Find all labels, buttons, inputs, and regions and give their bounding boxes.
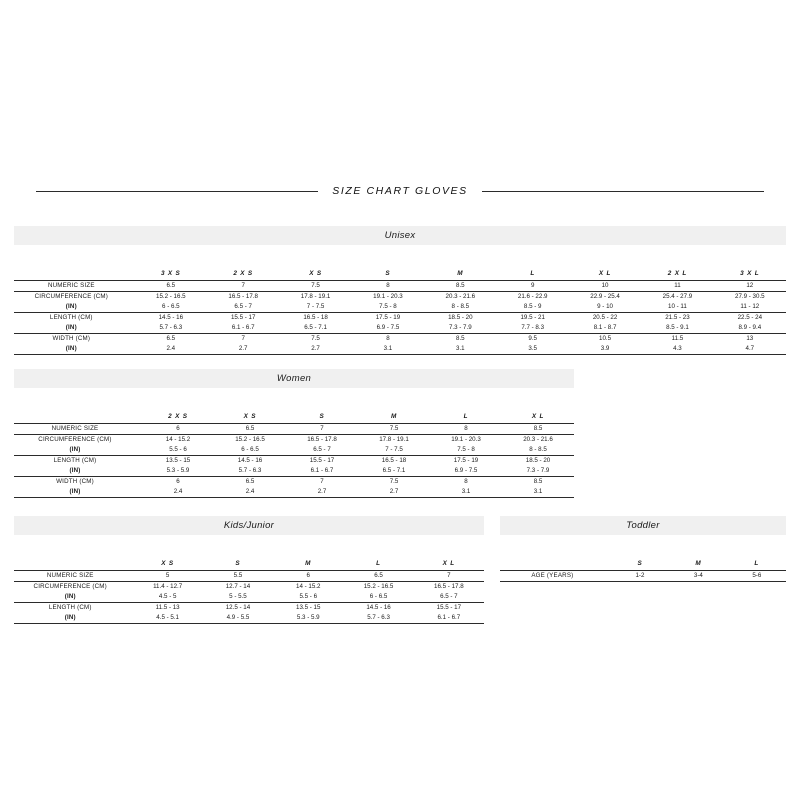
cell: 6.9 - 7.5 [454, 467, 478, 474]
cell: 17.5 - 19 [430, 456, 502, 467]
cell: 8.5 [502, 477, 574, 488]
cell: 6.1 - 6.7 [310, 467, 334, 474]
cell: 2.7 [358, 487, 430, 498]
section-unisex [14, 226, 786, 355]
cell: 6.5 - 7 [234, 303, 252, 310]
page-title-text: SIZE CHART GLOVES [332, 185, 468, 197]
col-header: S [385, 270, 391, 277]
cell: 14.5 - 16 [343, 603, 413, 614]
cell: 11.4 - 12.7 [133, 582, 203, 593]
cell: 7.3 - 7.9 [448, 324, 472, 331]
cell: 7.3 - 7.9 [526, 467, 550, 474]
cell: 2.4 [135, 344, 207, 355]
cell: 22.5 - 24 [714, 313, 786, 324]
cell: 4.5 - 5 [158, 593, 177, 600]
cell: 8 [430, 424, 502, 435]
section-header-women [14, 369, 574, 388]
cell: 13.5 - 15 [142, 456, 214, 467]
cell: 5-6 [728, 571, 786, 582]
col-header: X L [531, 413, 545, 420]
row-label: (IN) [14, 487, 142, 498]
cell: 2.7 [286, 487, 358, 498]
col-header: M [457, 270, 464, 277]
cell: 8 [430, 477, 502, 488]
col-header: L [463, 413, 469, 420]
cell: 5.5 [203, 571, 273, 582]
table-row [500, 557, 786, 571]
cell: 8 [352, 334, 424, 345]
cell: 12.5 - 14 [203, 603, 273, 614]
cell: 6.5 [135, 334, 207, 345]
col-header: X S [243, 413, 257, 420]
cell: 8 [352, 281, 424, 292]
title-rule-right [482, 191, 764, 192]
cell: 10 - 11 [668, 303, 687, 310]
col-header: M [695, 560, 702, 567]
cell: 6.9 - 7.5 [376, 324, 400, 331]
cell: 2.7 [279, 344, 351, 355]
cell: 3.9 [569, 344, 641, 355]
cell: 6.1 - 6.7 [231, 324, 255, 331]
cell: 7.5 [279, 281, 351, 292]
col-header: 2 X L [667, 270, 688, 277]
cell: 21.5 - 23 [641, 313, 713, 324]
table-row [14, 302, 786, 313]
table-row [14, 487, 574, 498]
cell: 19.1 - 20.3 [430, 435, 502, 446]
col-header: M [390, 413, 398, 420]
cell: 2.7 [207, 344, 279, 355]
cell: 5.3 - 5.9 [273, 613, 343, 624]
cell: 16.5 - 17.8 [207, 292, 279, 303]
title-rule-left [36, 191, 318, 192]
table-row [14, 410, 574, 424]
cell: 3.1 [430, 487, 502, 498]
col-header: X L [442, 560, 456, 567]
cell: 18.5 - 20 [502, 456, 574, 467]
cell: 4.7 [714, 344, 786, 355]
cell: 7.7 - 8.3 [521, 324, 545, 331]
section-women [14, 369, 574, 498]
cell: 20.3 - 21.6 [502, 435, 574, 446]
cell: 6 [142, 424, 214, 435]
cell: 5 [133, 571, 203, 582]
cell: 14 - 15.2 [142, 435, 214, 446]
col-header: S [637, 560, 643, 567]
table-row [14, 466, 574, 477]
cell: 5.5 - 6 [169, 446, 187, 453]
table-row [14, 571, 484, 582]
cell: 5.7 - 6.3 [343, 613, 413, 624]
cell: 8 - 8.5 [451, 303, 470, 310]
cell: 7.5 - 8 [457, 446, 475, 453]
cell: 25.4 - 27.9 [641, 292, 713, 303]
cell: 9 [497, 281, 569, 292]
cell: 15.2 - 16.5 [135, 292, 207, 303]
section-toddler [500, 516, 786, 582]
cell: 11 - 12 [740, 303, 760, 310]
cell: 6.5 [135, 281, 207, 292]
cell: 7.5 [279, 334, 351, 345]
cell: 3.1 [424, 344, 496, 355]
col-header: S [235, 560, 241, 567]
cell: 2.4 [214, 487, 286, 498]
table-row [14, 323, 786, 334]
cell: 13 [714, 334, 786, 345]
row-label: AGE (YEARS) [500, 571, 611, 582]
cell: 20.3 - 21.6 [424, 292, 496, 303]
cell: 6.5 - 7.1 [382, 467, 406, 474]
cell: 4.5 - 5.1 [133, 613, 203, 624]
cell: 3-4 [669, 571, 727, 582]
table-row [14, 334, 786, 345]
table-row [14, 603, 484, 614]
cell: 8.5 [502, 424, 574, 435]
cell: 6.5 [214, 424, 286, 435]
cell: 8.1 - 8.7 [593, 324, 617, 331]
cell: 21.6 - 22.9 [497, 292, 569, 303]
cell: 7 - 7.5 [306, 303, 325, 310]
section-title-unisex: Unisex [384, 230, 416, 241]
row-label: NUMERIC SIZE [14, 571, 133, 582]
cell: 7 [286, 477, 358, 488]
cell: 15.5 - 17 [286, 456, 358, 467]
table-row [14, 557, 484, 571]
row-label: (IN) [65, 324, 77, 331]
cell: 10 [569, 281, 641, 292]
cell: 19.5 - 21 [497, 313, 569, 324]
cell: 9.5 [497, 334, 569, 345]
cell: 12.7 - 14 [203, 582, 273, 593]
cell: 3.1 [352, 344, 424, 355]
cell: 27.9 - 30.5 [714, 292, 786, 303]
cell: 16.5 - 17.8 [286, 435, 358, 446]
cell: 7.5 [358, 477, 430, 488]
table-row [14, 292, 786, 303]
cell: 19.1 - 20.3 [352, 292, 424, 303]
cell: 13.5 - 15 [273, 603, 343, 614]
cell: 18.5 - 20 [424, 313, 496, 324]
row-label: LENGTH (CM) [14, 313, 135, 324]
cell: 5 - 5.5 [229, 593, 247, 600]
section-header-toddler [500, 516, 786, 535]
row-label: CIRCUMFERENCE (CM) [14, 582, 133, 593]
cell: 9 - 10 [597, 303, 613, 310]
cell: 10.5 [569, 334, 641, 345]
col-header: L [754, 560, 760, 567]
table-row [14, 477, 574, 488]
row-label: (IN) [64, 593, 76, 600]
cell: 5.5 - 6 [299, 593, 318, 600]
cell: 15.2 - 16.5 [343, 582, 413, 593]
row-label: (IN) [14, 344, 135, 355]
table-women [14, 410, 574, 498]
cell: 8 - 8.5 [529, 446, 547, 453]
cell: 3.5 [497, 344, 569, 355]
cell: 5.7 - 6.3 [159, 324, 183, 331]
table-row [14, 456, 574, 467]
section-title-women: Women [276, 373, 312, 384]
cell: 6 - 6.5 [369, 593, 388, 600]
row-label: (IN) [69, 467, 81, 474]
cell: 1-2 [611, 571, 669, 582]
cell: 6.5 [214, 477, 286, 488]
row-label: CIRCUMFERENCE (CM) [14, 435, 142, 446]
cell: 6.5 - 7.1 [304, 324, 327, 331]
col-header: L [530, 270, 536, 277]
cell: 15.5 - 17 [414, 603, 484, 614]
cell: 14 - 15.2 [273, 582, 343, 593]
col-header: 3 X L [740, 270, 760, 277]
cell: 7.5 [358, 424, 430, 435]
col-header: 2 X S [168, 413, 188, 420]
table-row [14, 424, 574, 435]
cell: 11.5 - 13 [133, 603, 203, 614]
cell: 8.5 - 9 [523, 303, 542, 310]
table-row [14, 313, 786, 324]
cell: 16.5 - 18 [358, 456, 430, 467]
cell: 2.4 [142, 487, 214, 498]
table-row [14, 592, 484, 603]
row-label: NUMERIC SIZE [14, 281, 135, 292]
cell: 16.5 - 18 [279, 313, 351, 324]
row-label: LENGTH (CM) [14, 456, 142, 467]
section-header-unisex [14, 226, 786, 245]
row-label: WIDTH (CM) [14, 334, 135, 345]
row-label: (IN) [69, 446, 81, 453]
cell: 7 - 7.5 [385, 446, 403, 453]
cell: 15.5 - 17 [207, 313, 279, 324]
section-kids-junior [14, 516, 484, 624]
col-header: M [305, 560, 312, 567]
table-row [500, 571, 786, 582]
cell: 4.3 [641, 344, 713, 355]
cell: 6 [273, 571, 343, 582]
cell: 7 [414, 571, 484, 582]
cell: 8.5 - 9.1 [666, 324, 689, 331]
section-title-toddler: Toddler [626, 520, 660, 531]
table-row [14, 445, 574, 456]
cell: 17.8 - 19.1 [358, 435, 430, 446]
col-header: X S [161, 560, 174, 567]
section-title-kids-junior: Kids/Junior [223, 520, 275, 531]
cell: 14.5 - 16 [214, 456, 286, 467]
row-label: NUMERIC SIZE [14, 424, 142, 435]
table-toddler [500, 557, 786, 582]
cell: 7 [286, 424, 358, 435]
col-header: 2 X S [233, 270, 253, 277]
table-row [14, 281, 786, 292]
col-header: 3 X S [160, 270, 181, 277]
page-title [36, 185, 764, 197]
cell: 4.9 - 5.5 [203, 613, 273, 624]
row-label: (IN) [65, 303, 77, 310]
table-row [14, 582, 484, 593]
table-row [14, 267, 786, 281]
cell: 3.1 [502, 487, 574, 498]
row-label: WIDTH (CM) [14, 477, 142, 488]
cell: 8.5 [424, 334, 496, 345]
cell: 12 [714, 281, 786, 292]
section-header-kids-junior [14, 516, 484, 535]
row-label: LENGTH (CM) [14, 603, 133, 614]
table-unisex [14, 267, 786, 355]
cell: 8.9 - 9.4 [738, 324, 762, 331]
cell: 6 - 6.5 [162, 303, 180, 310]
cell: 15.2 - 16.5 [214, 435, 286, 446]
cell: 22.9 - 25.4 [569, 292, 641, 303]
cell: 14.5 - 16 [135, 313, 207, 324]
table-kids-junior [14, 557, 484, 624]
cell: 11.5 [641, 334, 713, 345]
cell: 6.5 - 7 [440, 593, 458, 600]
cell: 7 [207, 281, 279, 292]
col-header: S [319, 413, 325, 420]
cell: 6.1 - 6.7 [414, 613, 484, 624]
row-label: CIRCUMFERENCE (CM) [14, 292, 135, 303]
table-row [14, 435, 574, 446]
row-label: (IN) [14, 613, 133, 624]
cell: 11 [641, 281, 713, 292]
cell: 6 [142, 477, 214, 488]
cell: 5.3 - 5.9 [166, 467, 190, 474]
table-row [14, 344, 786, 355]
cell: 6.5 - 7 [313, 446, 331, 453]
cell: 17.8 - 19.1 [279, 292, 351, 303]
col-header: X S [309, 270, 322, 277]
cell: 6.5 [343, 571, 413, 582]
cell: 5.7 - 6.3 [238, 467, 262, 474]
cell: 7 [207, 334, 279, 345]
cell: 16.5 - 17.8 [414, 582, 484, 593]
col-header: L [376, 560, 381, 567]
col-header: X L [598, 270, 612, 277]
cell: 20.5 - 22 [569, 313, 641, 324]
cell: 7.5 - 8 [379, 303, 397, 310]
cell: 8.5 [424, 281, 496, 292]
cell: 6 - 6.5 [241, 446, 259, 453]
table-row [14, 613, 484, 624]
cell: 17.5 - 19 [352, 313, 424, 324]
